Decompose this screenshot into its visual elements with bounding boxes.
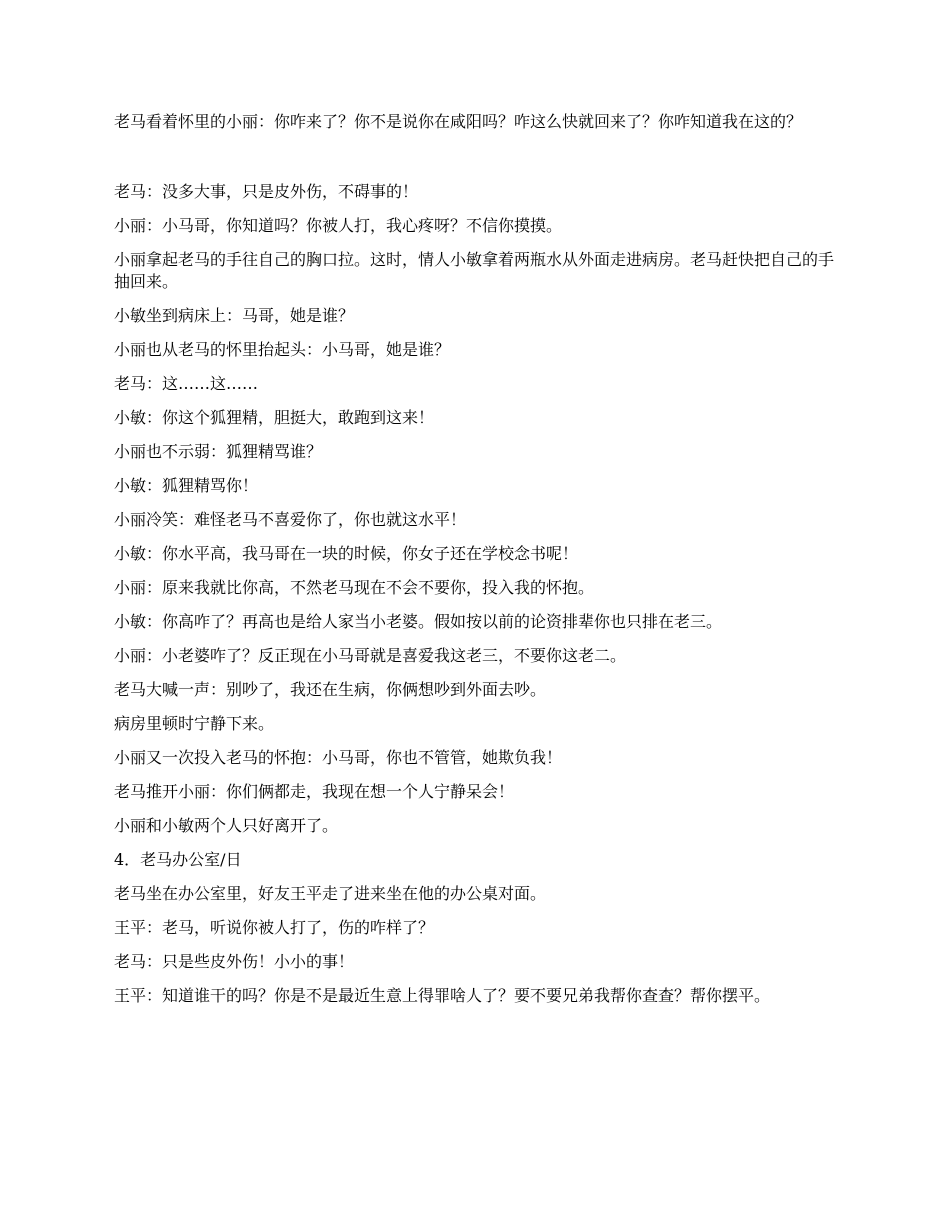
paragraph-12: 小敏：你水平高，我马哥在一块的时候，你女子还在学校念书呢！ — [114, 544, 579, 563]
paragraph-20: 小丽和小敏两个人只好离开了。 — [114, 816, 339, 835]
paragraph-18: 小丽又一次投入老马的怀抱：小马哥，你也不管管，她欺负我！ — [114, 748, 563, 767]
paragraph-5: 小敏坐到病床上：马哥，她是谁？ — [114, 306, 355, 325]
paragraph-23: 王平：老马，听说你被人打了，伤的咋样了？ — [114, 918, 435, 937]
paragraph-9: 小丽也不示弱：狐狸精骂谁？ — [114, 442, 323, 461]
document-body — [114, 111, 840, 1019]
paragraph-7: 老马：这……这…… — [114, 374, 259, 393]
paragraph-17: 病房里顿时宁静下来。 — [114, 714, 275, 733]
paragraph-1: 老马看着怀里的小丽：你咋来了？你不是说你在咸阳吗？咋这么快就回来了？你咋知道我在这的？ — [114, 112, 803, 131]
paragraph-2: 老马：没多大事，只是皮外伤，不碍事的！ — [114, 182, 419, 201]
paragraph-13: 小丽：原来我就比你高，不然老马现在不会不要你，投入我的怀抱。 — [114, 578, 595, 597]
paragraph-11: 小丽冷笑：难怪老马不喜爱你了，你也就这水平！ — [114, 510, 467, 529]
paragraph-24: 老马：只是些皮外伤！小小的事！ — [114, 952, 355, 971]
paragraph-10: 小敏：狐狸精骂你！ — [114, 476, 259, 495]
paragraph-22: 老马坐在办公室里，好友王平走了进来坐在他的办公桌对面。 — [114, 884, 547, 903]
paragraph-16: 老马大喊一声：别吵了，我还在生病，你俩想吵到外面去吵。 — [114, 680, 547, 699]
paragraph-6: 小丽也从老马的怀里抬起头：小马哥，她是谁？ — [114, 340, 451, 359]
paragraph-14: 小敏：你高咋了？再高也是给人家当小老婆。假如按以前的论资排辈你也只排在老三。 — [114, 612, 723, 631]
paragraph-15: 小丽：小老婆咋了？反正现在小马哥就是喜爱我这老三，不要你这老二。 — [114, 646, 627, 665]
paragraph-4: 小丽拿起老马的手往自己的胸口拉。这时，情人小敏拿着两瓶水从外面走进病房。老马赶快把自己的手抽回来。 — [114, 250, 835, 291]
paragraph-3: 小丽：小马哥，你知道吗？你被人打，我心疼呀？不信你摸摸。 — [114, 216, 563, 235]
paragraph-8: 小敏：你这个狐狸精，胆挺大，敢跑到这来！ — [114, 408, 435, 427]
paragraph-25: 王平：知道谁干的吗？你是不是最近生意上得罪啥人了？要不要兄弟我帮你查查？帮你摆平。 — [114, 986, 771, 1005]
paragraph-19: 老马推开小丽：你们俩都走，我现在想一个人宁静呆会！ — [114, 782, 515, 801]
section-heading: 4．老马办公室/日 — [114, 850, 242, 869]
